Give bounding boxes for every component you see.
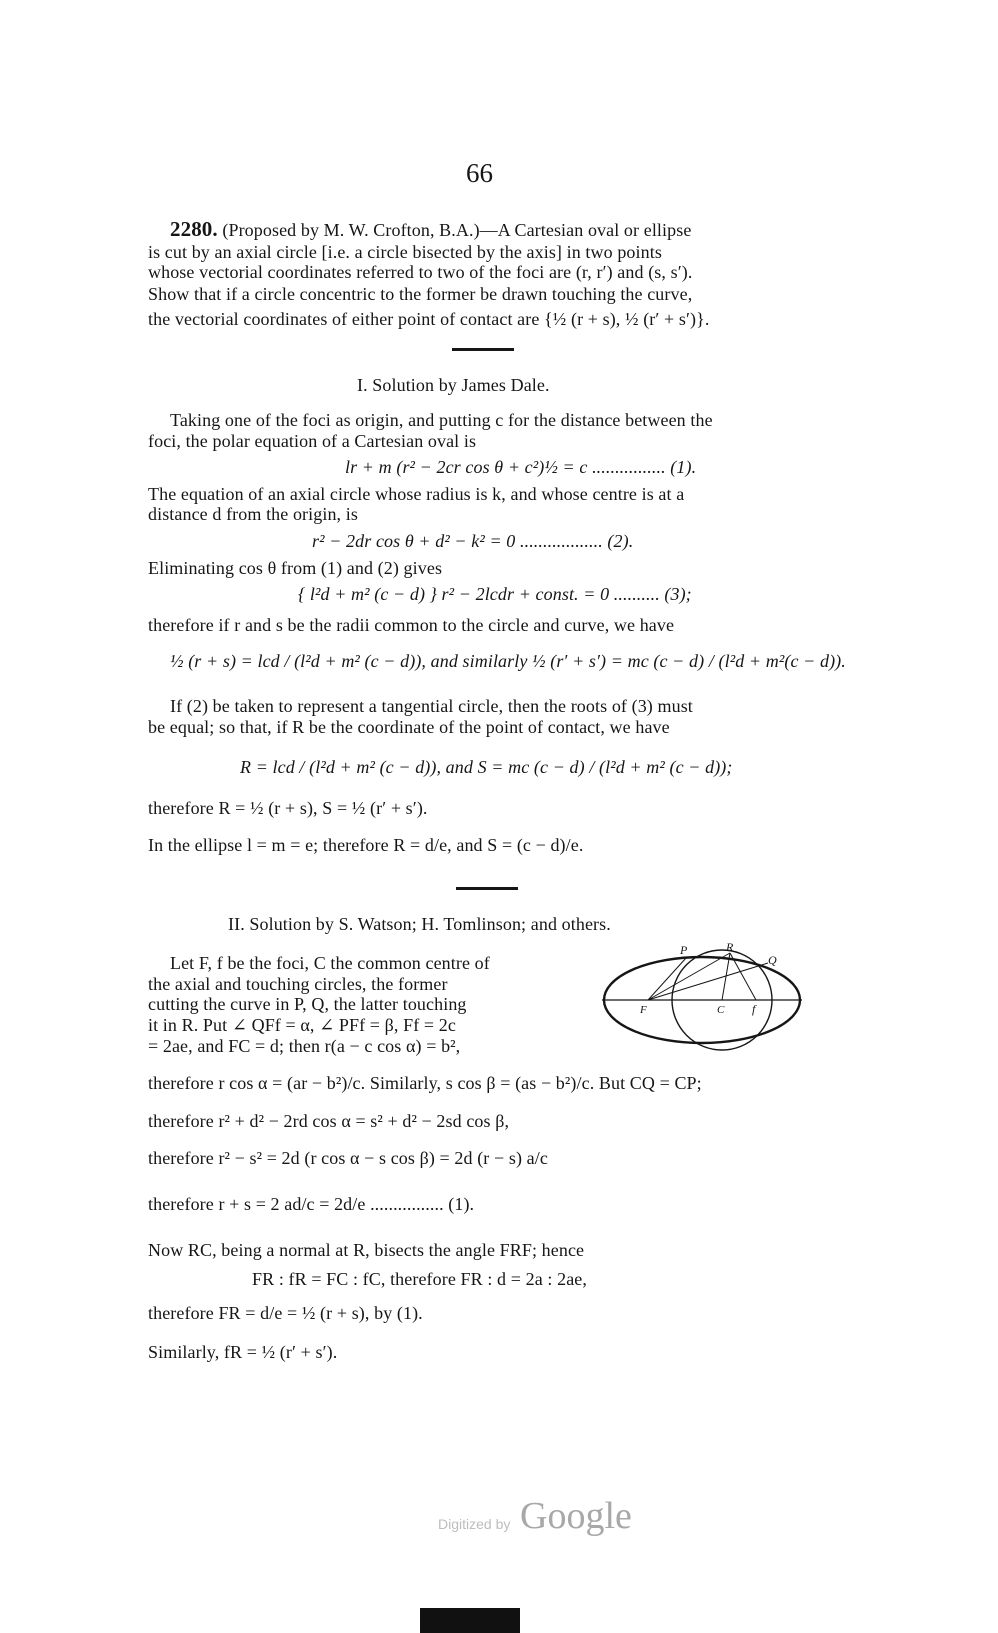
sol1-line-1: Taking one of the foci as origin, and putting c for the distance between the	[170, 410, 713, 430]
sol1-line-5: distance d from the origin, is	[148, 504, 358, 524]
sol2-line-12: therefore FR = d/e = ½ (r + s), by (1).	[148, 1303, 423, 1323]
equation-2: r² − 2dr cos θ + d² − k² = 0 .................. (2).	[312, 531, 634, 551]
equation-3: { l²d + m² (c − d) } r² − 2lcdr + const. = 0 .......... (3);	[298, 584, 692, 604]
problem-text-1: (Proposed by M. W. Crofton, B.A.)—A Cartesian oval or ellipse	[222, 220, 692, 240]
sol2-line-2: the axial and touching circles, the former	[148, 974, 448, 994]
label-f-lower: f	[752, 1002, 756, 1016]
sol1-line-9: therefore if r and s be the radii common to the circle and curve, we have	[148, 615, 675, 635]
problem-number: 2280.	[170, 217, 218, 241]
sol1-line-12: be equal; so that, if R be the coordinate of the point of contact, we have	[148, 717, 670, 737]
page-number: 66	[466, 158, 493, 188]
google-logo: Google	[520, 1495, 632, 1537]
sol2-line-3: cutting the curve in P, Q, the latter touching	[148, 994, 467, 1014]
ellipse-figure	[596, 940, 818, 1060]
label-f-upper: F	[640, 1004, 647, 1016]
equation-radii: ½ (r + s) = lcd / (l²d + m² (c − d)), and similarly ½ (r′ + s′) = mc (c − d) / (l²d + m²(c − d)).	[170, 651, 846, 671]
label-q: Q	[768, 953, 777, 967]
sol1-line-15: In the ellipse l = m = e; therefore R = d/e, and S = (c − d)/e.	[148, 835, 584, 855]
scan-edge-bar	[420, 1608, 520, 1633]
sol2-line-4: it in R. Put ∠ QFf = α, ∠ PFf = β, Ff = 2c	[148, 1015, 456, 1035]
problem-line-5: the vectorial coordinates of either point of contact are {½ (r + s), ½ (r′ + s′)}.	[148, 309, 710, 329]
section-rule-2	[456, 887, 518, 890]
sol1-line-14: therefore R = ½ (r + s), S = ½ (r′ + s′).	[148, 798, 428, 818]
equation-contact: R = lcd / (l²d + m² (c − d)), and S = mc (c − d) / (l²d + m² (c − d));	[240, 757, 733, 777]
section-rule	[452, 348, 514, 351]
problem-line-1	[170, 218, 691, 241]
solution2-heading: II. Solution by S. Watson; H. Tomlinson; and others.	[228, 914, 611, 934]
solution1-heading: I. Solution by James Dale.	[357, 375, 550, 395]
problem-line-4: Show that if a circle concentric to the former be drawn touching the curve,	[148, 284, 693, 304]
sol2-line-1: Let F, f be the foci, C the common centre of	[170, 953, 490, 973]
sol2-line-6: therefore r cos α = (ar − b²)/c. Similarly, s cos β = (as − b²)/c. But CQ = CP;	[148, 1073, 702, 1093]
sol1-line-4: The equation of an axial circle whose radius is k, and whose centre is at a	[148, 484, 685, 504]
sol1-line-2: foci, the polar equation of a Cartesian oval is	[148, 431, 477, 451]
problem-line-3: whose vectorial coordinates referred to two of the foci are (r, r′) and (s, s′).	[148, 262, 693, 282]
label-p: P	[680, 943, 688, 957]
problem-line-2: is cut by an axial circle [i.e. a circle bisected by the axis] in two points	[148, 242, 662, 262]
sol2-line-7: therefore r² + d² − 2rd cos α = s² + d² − 2sd cos β,	[148, 1111, 510, 1131]
equation-1: lr + m (r² − 2cr cos θ + c²)½ = c ................ (1).	[345, 457, 697, 477]
sol2-line-11: FR : fR = FC : fC, therefore FR : d = 2a : 2ae,	[252, 1269, 587, 1289]
sol2-line-8: therefore r² − s² = 2d (r cos α − s cos β) = 2d (r − s) a/c	[148, 1148, 548, 1168]
sol2-line-9: therefore r + s = 2 ad/c = 2d/e ................ (1).	[148, 1194, 475, 1214]
line-fq	[648, 963, 768, 1000]
sol1-line-7: Eliminating cos θ from (1) and (2) gives	[148, 558, 443, 578]
label-c: C	[717, 1004, 725, 1016]
label-r: R	[726, 940, 734, 954]
sol2-line-5: = 2ae, and FC = d; then r(a − c cos α) = b²,	[148, 1036, 461, 1056]
digitized-by-text: Digitized by	[438, 1516, 511, 1532]
sol2-line-13: Similarly, fR = ½ (r′ + s′).	[148, 1342, 338, 1362]
sol2-line-10: Now RC, being a normal at R, bisects the angle FRF; hence	[148, 1240, 585, 1260]
sol1-line-11: If (2) be taken to represent a tangential circle, then the roots of (3) must	[170, 696, 693, 716]
